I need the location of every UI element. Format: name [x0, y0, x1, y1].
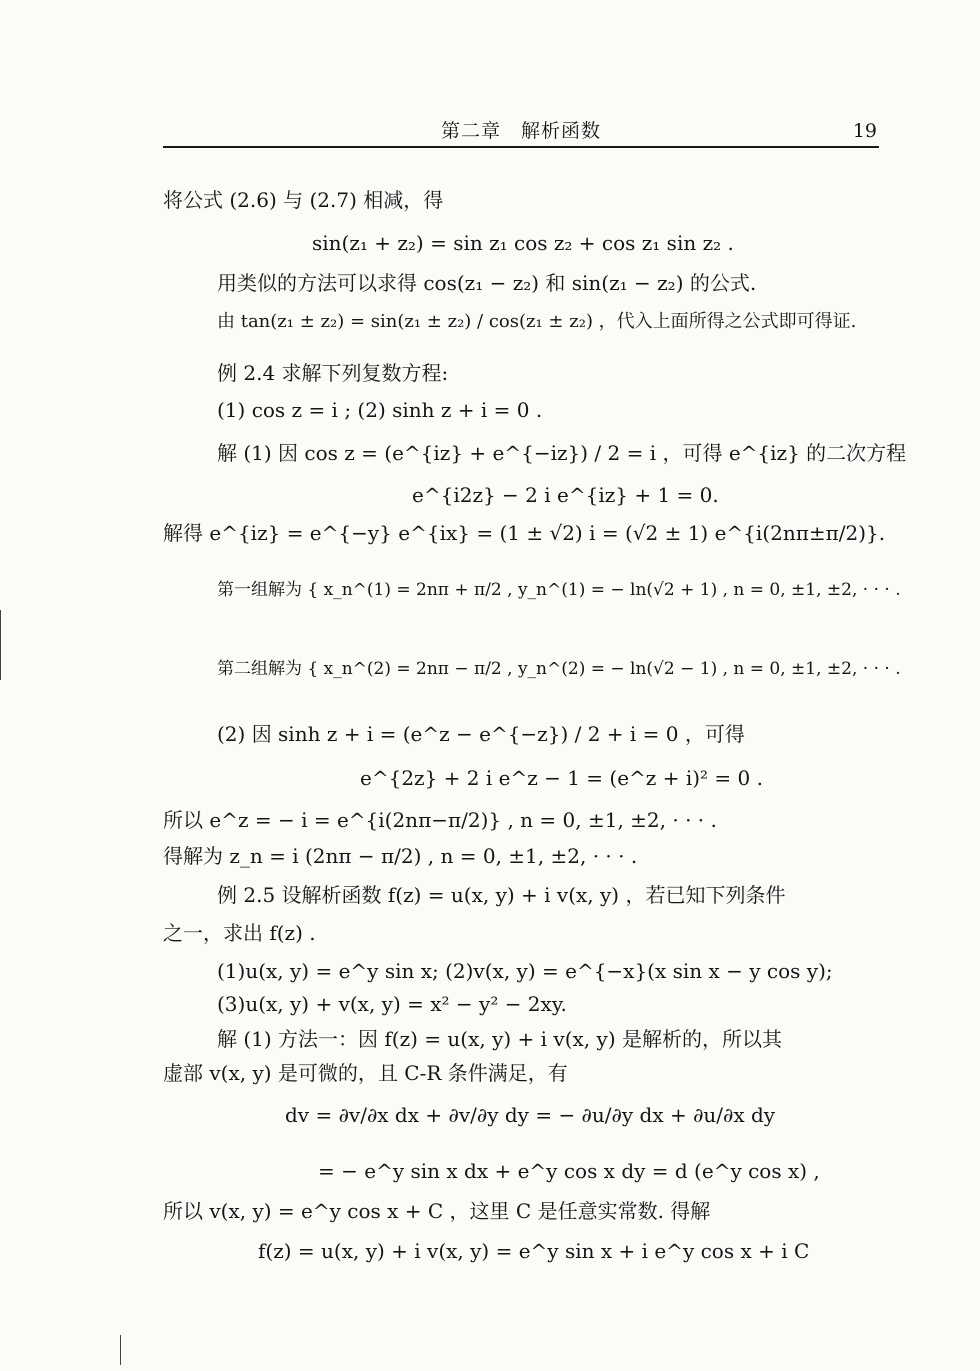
formula-line: (1)u(x, y) = e^y sin x; (2)v(x, y) = e^{−x}(x sin x − y cos y); [217, 959, 833, 983]
example-heading: 例 2.4 求解下列复数方程: [217, 361, 449, 385]
formula-line: e^{i2z} − 2 i e^{iz} + 1 = 0. [412, 483, 719, 507]
text-line: 虚部 v(x, y) 是可微的，且 C-R 条件满足，有 [163, 1061, 568, 1085]
header-rule [163, 146, 879, 148]
formula-line: (1) cos z = i ; (2) sinh z + i = 0 . [217, 398, 543, 422]
page-number: 19 [852, 120, 877, 142]
text-line: 之一，求出 f(z) . [163, 921, 316, 945]
text-line: 将公式 (2.6) 与 (2.7) 相减，得 [163, 188, 444, 212]
scan-margin-mark [120, 1335, 121, 1365]
text-line: 所以 v(x, y) = e^y cos x + C ，这里 C 是任意实常数. 得解 [163, 1199, 711, 1223]
solution-set-1: 第一组解为 { x_n^(1) = 2nπ + π/2 , y_n^(1) = − ln(√2 + 1) , n = 0, ±1, ±2, · · · . [217, 580, 901, 600]
text-line: 用类似的方法可以求得 cos(z₁ − z₂) 和 sin(z₁ − z₂) 的公式. [217, 271, 757, 295]
text-line: 由 tan(z₁ ± z₂) = sin(z₁ ± z₂) / cos(z₁ ± z₂) ，代入上面所得之公式即可得证. [217, 311, 857, 332]
formula-line: (3)u(x, y) + v(x, y) = x² − y² − 2xy. [217, 992, 567, 1016]
page-header [163, 112, 879, 148]
example-heading: 例 2.5 设解析函数 f(z) = u(x, y) + i v(x, y) ，若已知下列条件 [217, 883, 786, 907]
result-line: 所以 e^z = − i = e^{i(2nπ−π/2)} , n = 0, ±1, ±2, · · · . [163, 808, 717, 832]
formula-line: f(z) = u(x, y) + i v(x, y) = e^y sin x + i e^y cos x + i C [258, 1239, 810, 1263]
chapter-title: 第二章 解析函数 [440, 120, 601, 142]
solution-line: 解得 e^{iz} = e^{−y} e^{ix} = (1 ± √2) i = (√2 ± 1) e^{i(2nπ±π/2)}. [163, 521, 886, 545]
formula-line: dv = ∂v/∂x dx + ∂v/∂y dy = − ∂u/∂y dx + ∂u/∂x dy [285, 1103, 776, 1127]
solution-line: (2) 因 sinh z + i = (e^z − e^{−z}) / 2 + i = 0 ，可得 [217, 722, 745, 746]
formula-line: e^{2z} + 2 i e^z − 1 = (e^z + i)² = 0 . [360, 766, 763, 790]
solution-line: 解 (1) 因 cos z = (e^{iz} + e^{−iz}) / 2 = i ，可得 e^{iz} 的二次方程 [217, 441, 907, 465]
solution-set-2: 第二组解为 { x_n^(2) = 2nπ − π/2 , y_n^(2) = − ln(√2 − 1) , n = 0, ±1, ±2, · · · . [217, 659, 901, 679]
scan-margin-mark [0, 610, 1, 680]
formula-line: = − e^y sin x dx + e^y cos x dy = d (e^y cos x) , [318, 1159, 820, 1183]
formula-line: sin(z₁ + z₂) = sin z₁ cos z₂ + cos z₁ sin z₂ . [312, 231, 734, 255]
result-line: 得解为 z_n = i (2nπ − π/2) , n = 0, ±1, ±2, · · · . [163, 844, 638, 868]
solution-line: 解 (1) 方法一：因 f(z) = u(x, y) + i v(x, y) 是解析的，所以其 [217, 1027, 782, 1051]
